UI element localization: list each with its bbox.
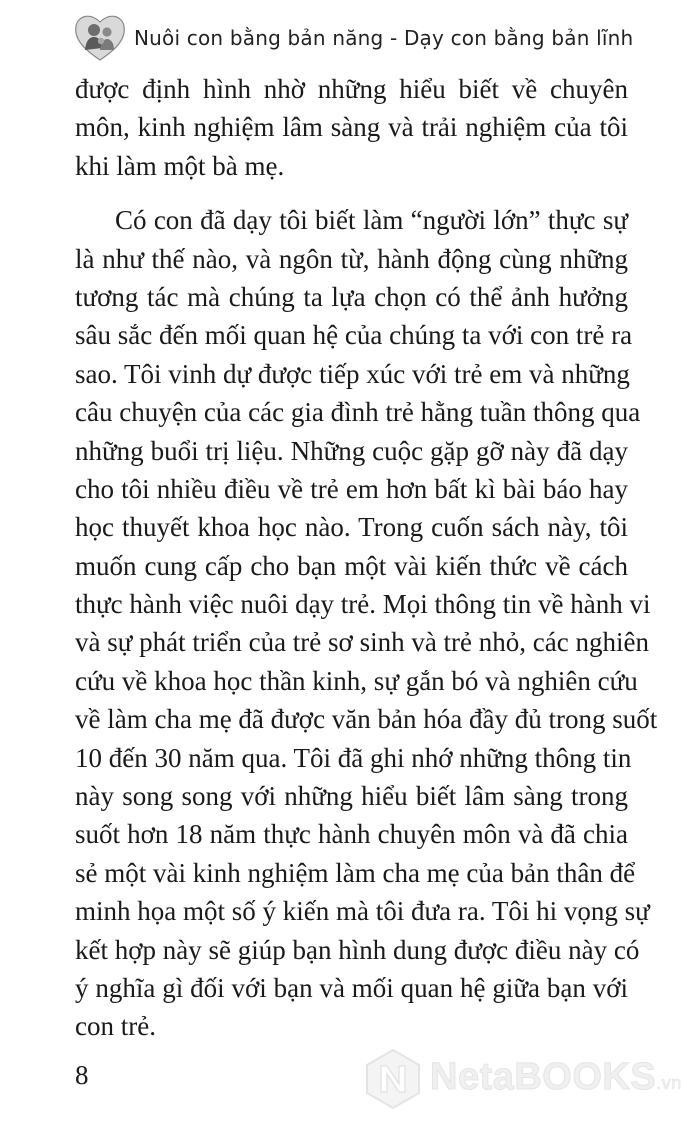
watermark-brand: NetaBOOKS.vn bbox=[430, 1056, 682, 1098]
netabooks-logo-icon bbox=[364, 1048, 422, 1110]
running-header-title: Nuôi con bằng bản năng - Dạy con bằng bản lĩnh bbox=[134, 26, 634, 50]
text-line: Có con đã dạy tôi biết làm “người lớn” thực sự bbox=[115, 205, 628, 236]
text-line: ý nghĩa gì đối với bạn và mối quan hệ giữa bạn với bbox=[75, 972, 628, 1003]
text-line: con trẻ. bbox=[75, 1011, 156, 1042]
text-line: sâu sắc đến mối quan hệ của chúng ta với con trẻ ra bbox=[75, 320, 633, 351]
paragraph bbox=[75, 201, 658, 1046]
text-line: khi làm một bà mẹ. bbox=[75, 150, 285, 181]
text-line: sao. Tôi vinh dự được tiếp xúc với trẻ em và những bbox=[75, 358, 630, 389]
text-line: thực hành việc nuôi dạy trẻ. Mọi thông tin về hành vi bbox=[75, 589, 651, 620]
text-line: được định hình nhờ những hiểu biết về chuyên bbox=[75, 74, 628, 104]
text-line: về làm cha mẹ đã được văn bản hóa đầy đủ trong suốt bbox=[75, 704, 658, 735]
family-illustration-icon bbox=[72, 10, 128, 64]
watermark bbox=[364, 1042, 684, 1114]
text-line: câu chuyện của các gia đình trẻ hằng tuần thông qua bbox=[75, 397, 641, 428]
text-line: và sự phát triển của trẻ sơ sinh và trẻ nhỏ, các nghiên bbox=[75, 627, 649, 658]
page-header bbox=[72, 10, 652, 66]
text-line: 10 đến 30 năm qua. Tôi đã ghi nhớ những thông tin bbox=[75, 742, 632, 773]
text-line: sẻ một vài kinh nghiệm làm cha mẹ của bản thân để bbox=[75, 857, 636, 888]
text-line: muốn cung cấp cho bạn một vài kiến thức về cách bbox=[75, 550, 628, 581]
paragraph bbox=[75, 70, 628, 185]
text-line: cho tôi nhiều điều về trẻ em hơn bất kì bài báo hay bbox=[75, 473, 628, 504]
text-line: môn, kinh nghiệm lâm sàng và trải nghiệm của tôi bbox=[75, 112, 628, 143]
text-line: là như thế nào, và ngôn từ, hành động cùng những bbox=[75, 243, 628, 274]
page-body bbox=[75, 70, 658, 1046]
text-line: cứu về khoa học thần kinh, sự gắn bó và nghiên cứu bbox=[75, 665, 638, 696]
page-number: 8 bbox=[75, 1060, 89, 1090]
text-line: minh họa một số ý kiến mà tôi đưa ra. Tôi hi vọng sự bbox=[75, 896, 650, 927]
text-line: học thuyết khoa học nào. Trong cuốn sách này, tôi bbox=[75, 512, 628, 543]
text-line: này song song với những hiểu biết lâm sàng trong bbox=[75, 781, 628, 812]
text-line: tương tác mà chúng ta lựa chọn có thể ảnh hưởng bbox=[75, 281, 628, 312]
watermark-suffix: .vn bbox=[656, 1073, 682, 1093]
text-line: những buổi trị liệu. Những cuộc gặp gỡ này đã dạy bbox=[75, 435, 628, 466]
text-line: kết hợp này sẽ giúp bạn hình dung được điều này có bbox=[75, 934, 640, 965]
text-line: suốt hơn 18 năm thực hành chuyên môn và đã chia bbox=[75, 819, 628, 850]
